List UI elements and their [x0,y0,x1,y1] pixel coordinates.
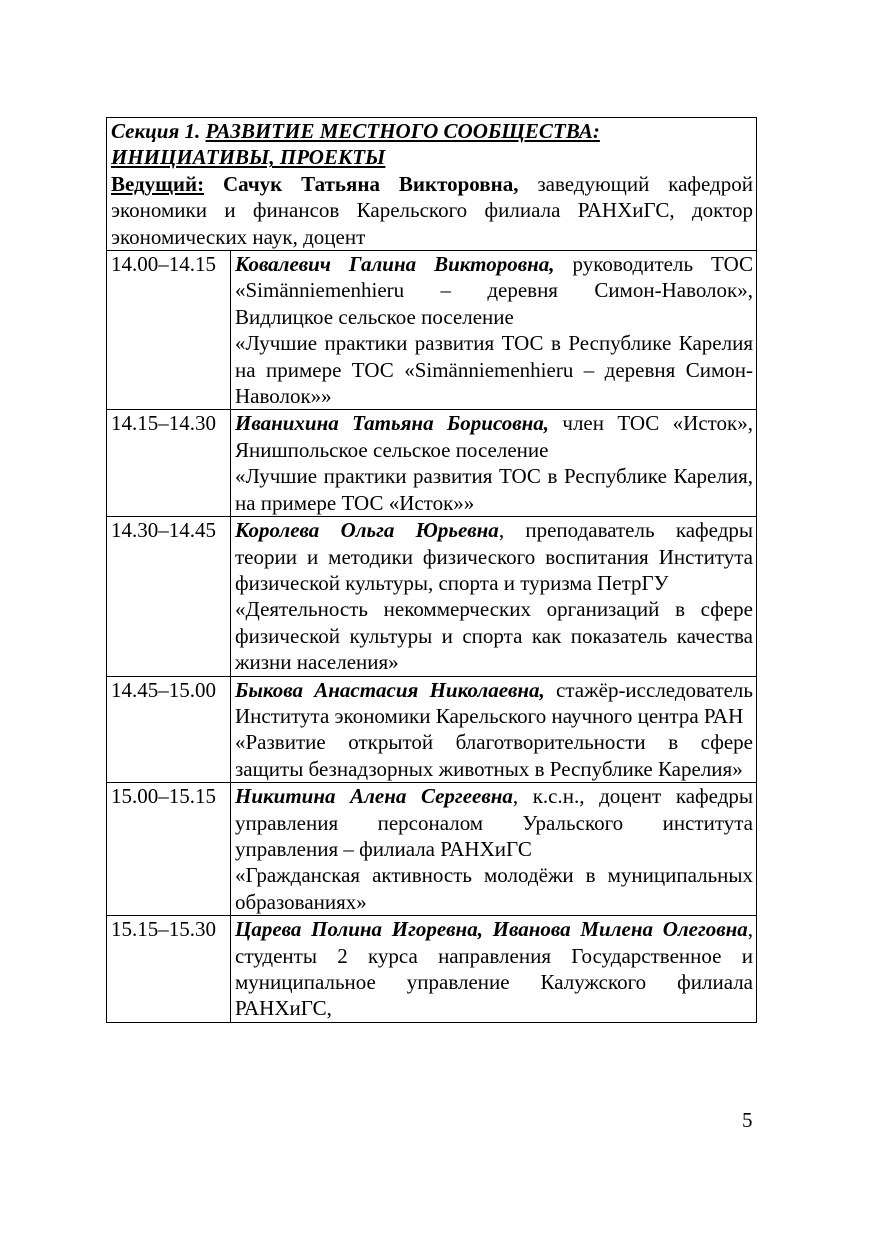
moderator [111,171,753,250]
speaker-name: Ковалевич Галина Викторовна, [235,252,555,277]
section-header-row [107,118,757,251]
entry-time: 14.00–14.15 [107,251,231,410]
section-label: Секция 1. [111,119,206,143]
moderator-name: Сачук Татьяна Викторовна, [204,171,519,196]
moderator-description: заведующий кафедрой экономики и финансов Карельского филиала РАНХиГС, доктор экономических наук, доцент [111,171,753,249]
speaker-affiliation: член ТОС «Исток», Янишпольское сельское поселение [235,411,753,462]
table-row [107,916,757,1023]
page-number: 5 [742,1108,753,1132]
entry-time: 15.00–15.15 [107,783,231,916]
program-table [106,117,757,1023]
speaker-name: Царева Полина Игоревна, Иванова Милена Олеговна [235,917,748,942]
entry-description [231,676,757,783]
entry-speaker-line [235,783,753,862]
table-row [107,676,757,783]
talk-topic: «Лучшие практики развития ТОС в Республике Карелия на примере ТОС «Simänniemenhieru – деревня Симон-Наволок»» [235,331,753,409]
speaker-affiliation: , к.с.н., доцент кафедры управления персоналом Уральского института управления – филиала РАНХиГС [235,784,753,861]
speaker-affiliation: , преподаватель кафедры теории и методики физического воспитания Института физической культуры, спорта и туризма ПетрГУ [235,518,753,595]
section-title-line1: РАЗВИТИЕ МЕСТНОГО СООБЩЕСТВА: [205,119,600,143]
entry-time: 14.30–14.45 [107,517,231,676]
entries-list [107,251,757,1023]
speaker-affiliation: стажёр-исследователь Института экономики Карельского научного центра РАН [235,677,753,728]
entry-time: 15.15–15.30 [107,916,231,1023]
talk-topic: «Лучшие практики развития ТОС в Республике Карелия, на примере ТОС «Исток»» [235,464,753,515]
entry-description [231,517,757,676]
entry-description [231,783,757,916]
entry-speaker-line [235,916,753,1022]
entry-description [231,410,757,517]
section-title [111,118,753,144]
table-row [107,517,757,676]
speaker-name: Быкова Анастасия Николаевна, [235,677,545,702]
entry-speaker-line [235,251,753,330]
entry-description [231,916,757,1023]
entry-time: 14.15–14.30 [107,410,231,517]
talk-topic: «Гражданская активность молодёжи в муниципальных образованиях» [235,863,753,914]
speaker-affiliation: , студенты 2 курса направления Государственное и муниципальное управление Калужского филиала РАНХиГС, [235,917,753,1021]
speaker-name: Королева Ольга Юрьевна [235,518,499,543]
speaker-name: Иванихина Татьяна Борисовна, [235,411,550,436]
entry-time: 14.45–15.00 [107,676,231,783]
moderator-label: Ведущий: [111,171,205,196]
table-row [107,410,757,517]
speaker-name: Никитина Алена Сергеевна [235,784,513,809]
talk-topic: «Деятельность некоммерческих организаций в сфере физической культуры и спорта как показатель качества жизни населения» [235,597,753,675]
entry-description [231,251,757,410]
entry-speaker-line [235,677,753,730]
section-title-line2: ИНИЦИАТИВЫ, ПРОЕКТЫ [111,145,386,170]
table-row [107,783,757,916]
table-row [107,251,757,410]
entry-speaker-line [235,517,753,596]
entry-speaker-line [235,410,753,463]
talk-topic: «Развитие открытой благотворительности в сфере защиты безнадзорных животных в Республике Карелия» [235,730,753,781]
speaker-affiliation: руководитель ТОС «Simänniemenhieru – деревня Симон-Наволок», Видлицкое сельское поселение [235,252,753,329]
section-header-cell [107,118,757,251]
